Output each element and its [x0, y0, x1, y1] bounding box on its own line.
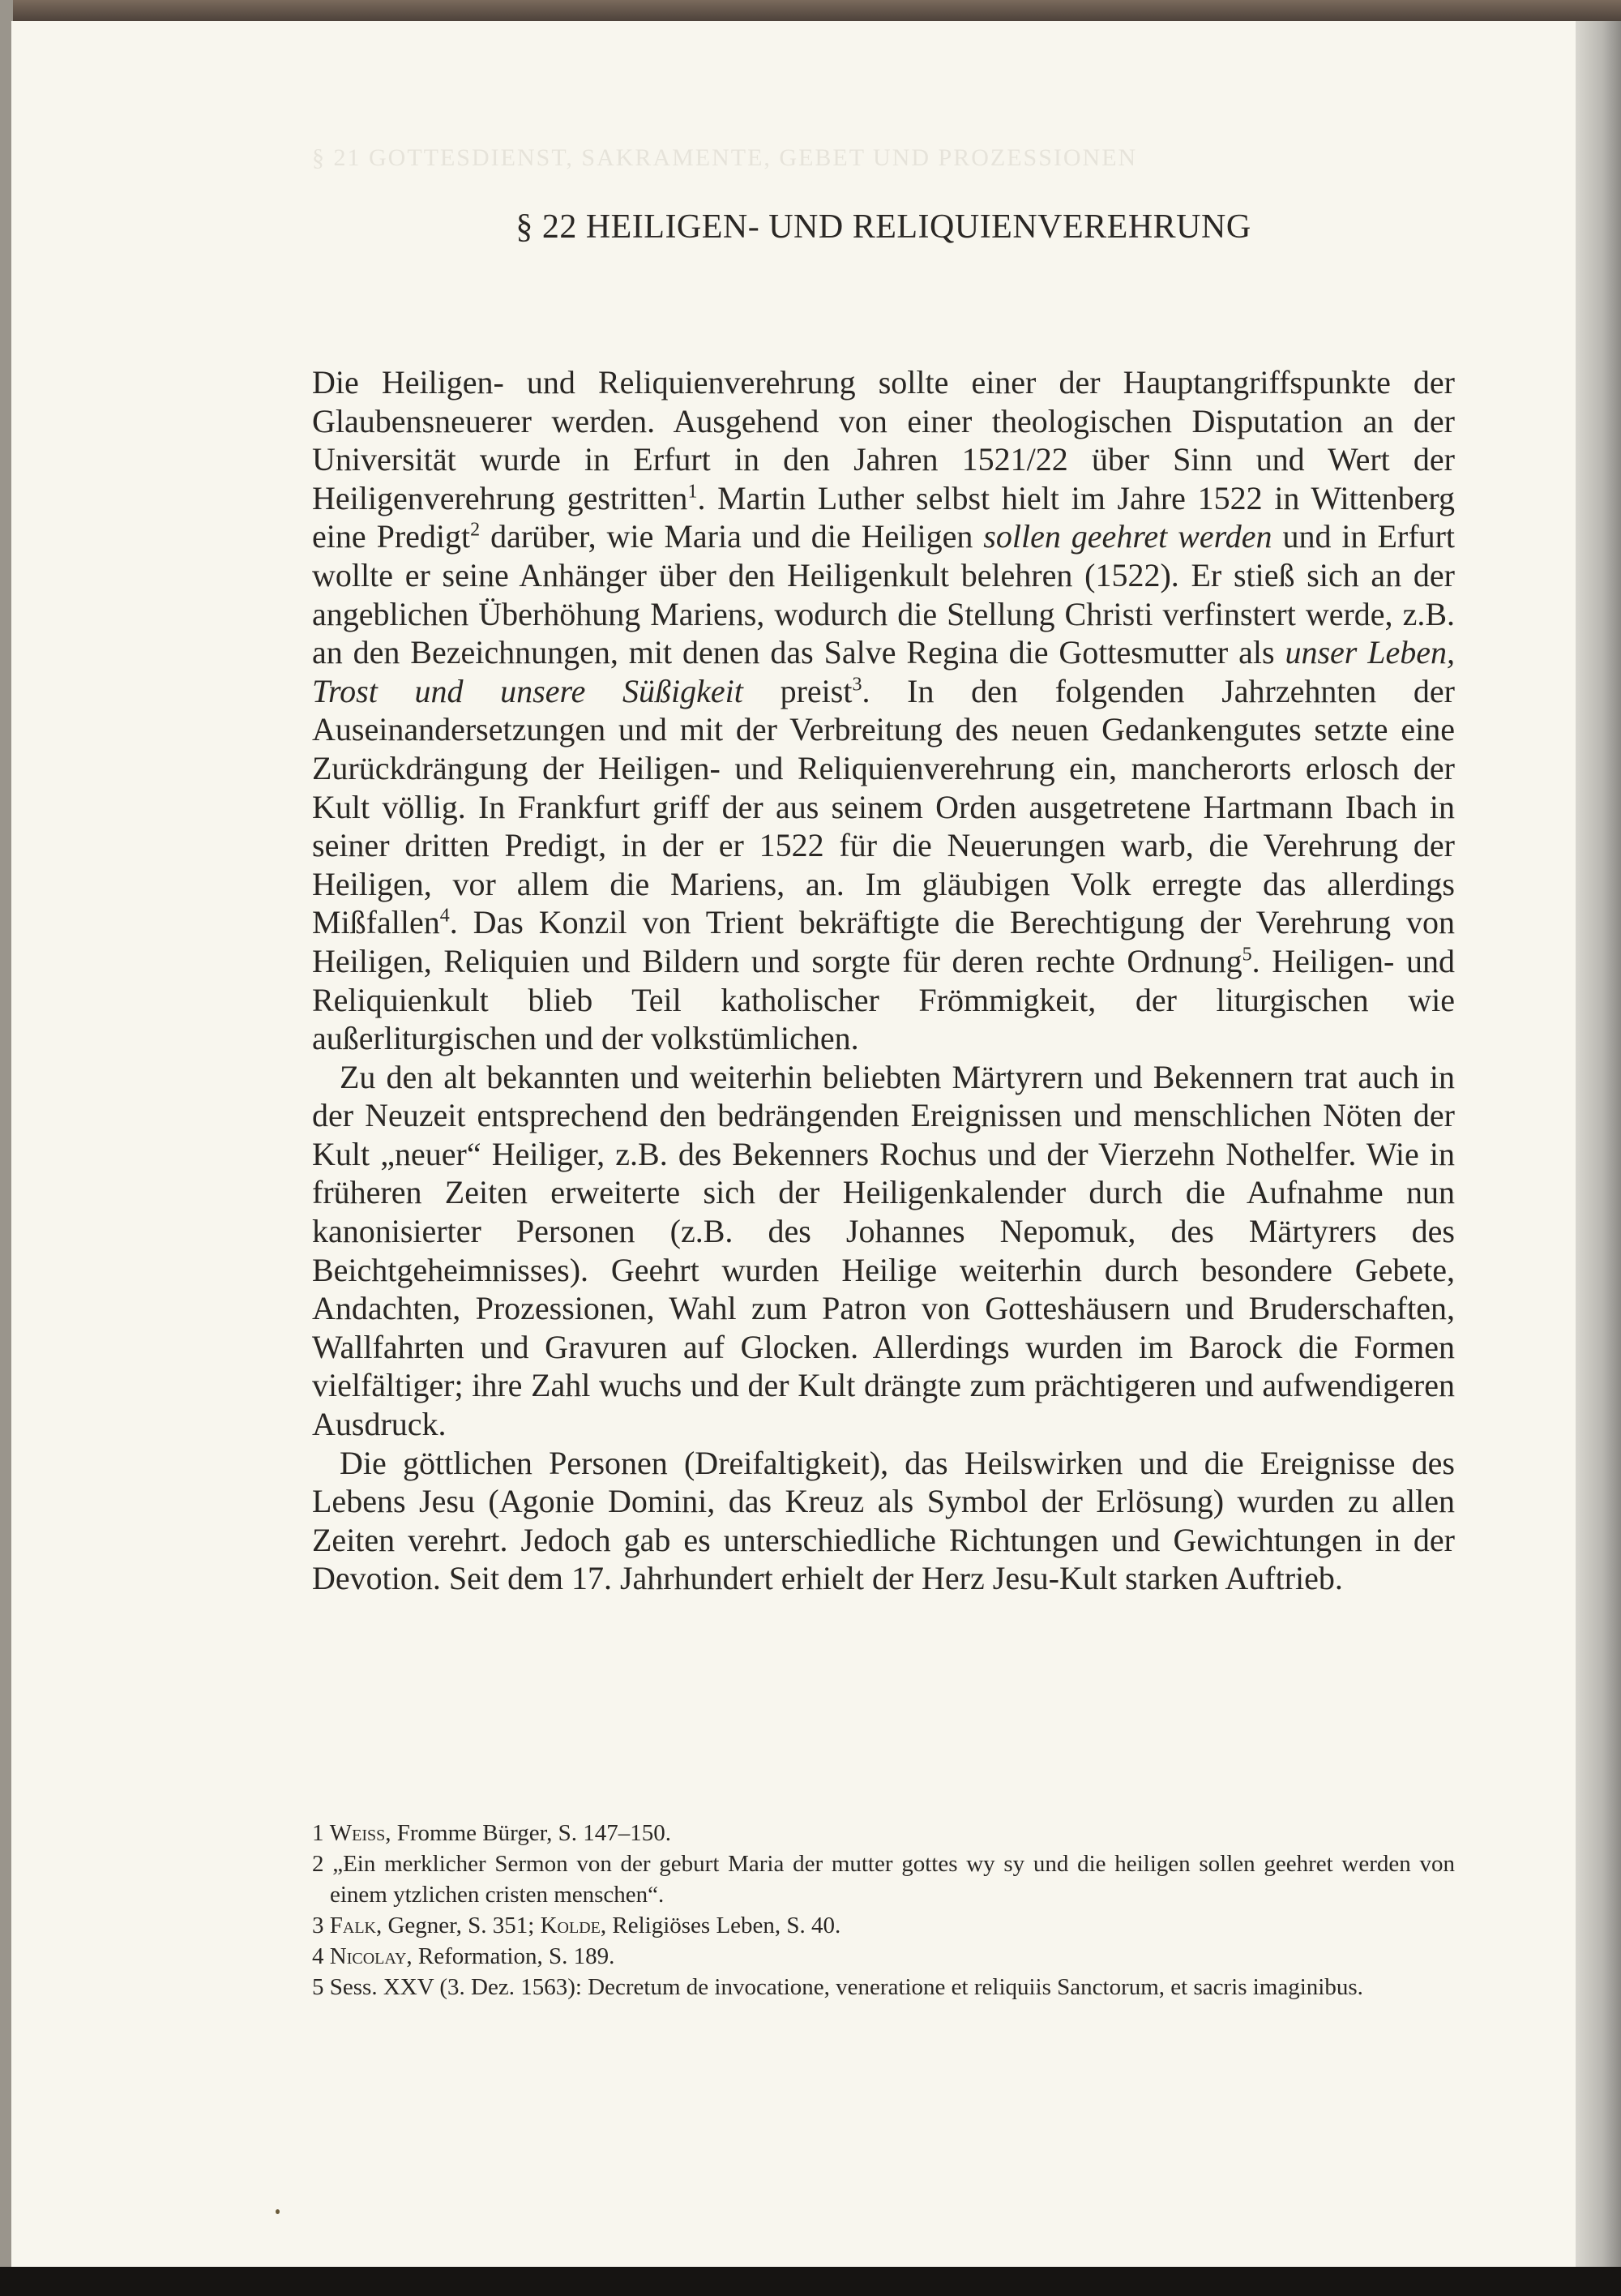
italic-quote: sollen geehret werden — [983, 518, 1272, 555]
scan-bottom-edge — [0, 2267, 1621, 2296]
text: Die göttlichen Personen (Dreifaltigkeit), das Heilswirken und die Ereignisse des Lebens Jesu (Agonie Domini, das Kreuz als Symbol der Erlösung) wurden zu allen Zeiten verehrt. Jedoch gab es unterschiedliche Richtungen und Gewichtungen in der Devotion. Seit dem 17. Jahrhundert erhielt der Herz Jesu-Kult starken Auftrieb. — [312, 1444, 1455, 1597]
paragraph-3 — [312, 1444, 1455, 1598]
text: preist — [742, 672, 853, 709]
footnote-2 — [312, 1848, 1455, 1910]
text: darüber, wie Maria und die Heiligen — [480, 518, 984, 555]
footnote-ref-2: 2 — [470, 520, 481, 542]
footnote-ref-3: 3 — [852, 674, 862, 696]
footnote-text: , Gegner, S. 351; — [375, 1913, 541, 1938]
footnote-ref-4: 4 — [439, 905, 450, 927]
footnote-number: 2 — [312, 1851, 324, 1877]
footnote-number: 4 — [312, 1943, 324, 1969]
paragraph-2 — [312, 1058, 1455, 1444]
footnote-4 — [312, 1941, 1455, 1972]
text: . In den folgenden Jahrzehnten der Auseinandersetzungen und mit der Verbreitung des neuen Gedankengutes setzte eine Zurückdrängung der Heiligen- und Reliquienverehrung ein, mancherorts erlosch der Kult völlig. In Frankfurt griff der aus seinem Orden ausgetretene Hartmann Ibach in seiner dritten Predigt, in der er 1522 für die Neuerungen warb, die Verehrung der Heiligen, vor allem die Mariens, an. Im gläubigen Volk erregte das allerdings Mißfallen — [312, 672, 1455, 941]
footnote-ref-5: 5 — [1242, 944, 1252, 966]
footnote-text: , Fromme Bürger, S. 147–150. — [385, 1820, 671, 1846]
footnote-1 — [312, 1818, 1455, 1848]
text: . Heiligen- und Reliquienkult blieb Teil katholischer Frömmigkeit, der liturgischen wie außerliturgischen und der volkstümlichen. — [312, 942, 1455, 1057]
bleed-through-header: § 21 GOTTESDIENST, SAKRAMENTE, GEBET UND PROZESSIONEN — [312, 144, 1138, 171]
footnote-ref-1: 1 — [687, 481, 698, 503]
footnote-author: Falk — [329, 1913, 376, 1938]
footnote-number: 1 — [312, 1820, 324, 1846]
footnote-text: , Religiöses Leben, S. 40. — [600, 1913, 841, 1938]
footnotes — [312, 1818, 1455, 2003]
footnote-author: Nicolay — [329, 1943, 407, 1969]
text: . Martin Luther selbst hielt im Jahre 1522 in Wittenberg eine Predigt — [312, 479, 1455, 555]
footnote-5 — [312, 1972, 1455, 2003]
footnote-author: Kolde — [540, 1913, 601, 1938]
footnote-3 — [312, 1910, 1455, 1941]
footnote-author: Weiss — [329, 1820, 386, 1846]
italic-quote: unser Leben, Trost und unsere Süßigkeit — [312, 634, 1455, 709]
footnote-number: 5 — [312, 1974, 324, 2000]
section-heading: § 22 HEILIGEN- UND RELIQUIENVEREHRUNG — [515, 208, 1251, 246]
footnote-text: „Ein merklicher Sermon von der geburt Maria der mutter gottes wy sy und die heiligen sollen geehret werden von einem ytzlichen cristen menschen“. — [330, 1851, 1455, 1908]
footnote-text: , Reformation, S. 189. — [406, 1943, 615, 1969]
text: Zu den alt bekannten und weiterhin beliebten Märtyrern und Bekennern trat auch in der Neuzeit entsprechend den bedrängenden Ereignissen und menschlichen Nöten der Kult „neuer“ Heiliger, z.B. des Bekenners Rochus und der Vierzehn Nothelfer. Wie in früheren Zeiten erweiterte sich der Heiligenkalender durch die Aufnahme nun kanonisierter Personen (z.B. des Johannes Nepomuk, des Märtyrers des Beichtgeheimnisses). Geehrt wurden Heilige weiterhin durch besondere Gebete, Andachten, Prozessionen, Wahl zum Patron von Gotteshäusern und Bruderschaften, Wallfahrten und Gravuren auf Glocken. Allerdings wurden im Barock die Formen vielfältiger; ihre Zahl wuchs und der Kult drängte zum prächtigeren und aufwendigeren Ausdruck. — [312, 1058, 1455, 1443]
book-binding-edge — [1576, 21, 1621, 2267]
paper-speck — [276, 2209, 280, 2214]
text: Die Heiligen- und Reliquienverehrung sollte einer der Hauptangriffspunkte der Glaubensneuerer werden. Ausgehend von einer theologischen Disputation an der Universität wurde in Erfurt in den Jahren 1521/22 über Sinn und Wert der Heiligenverehrung gestritten — [312, 364, 1455, 516]
paragraph-1 — [312, 363, 1455, 1058]
body-text — [312, 363, 1455, 1598]
footnote-number: 3 — [312, 1913, 324, 1938]
scan-top-edge — [0, 0, 1621, 23]
footnote-text: Sess. XXV (3. Dez. 1563): Decretum de invocatione, veneratione et reliquiis Sanctorum, et sacris imaginibus. — [329, 1974, 1363, 2000]
text: und in Erfurt wollte er seine Anhänger über den Heiligenkult belehren (1522). Er stieß sich an der angeblichen Überhöhung Mariens, wodurch die Stellung Christi verfinstert werde, z.B. an den Bezeichnungen, mit denen das Salve Regina die Gottesmutter als — [312, 518, 1456, 671]
text: . Das Konzil von Trient bekräftigte die Berechtigung der Verehrung von Heiligen, Reliquien und Bildern und sorgte für deren rechte Ordnung — [312, 904, 1455, 979]
